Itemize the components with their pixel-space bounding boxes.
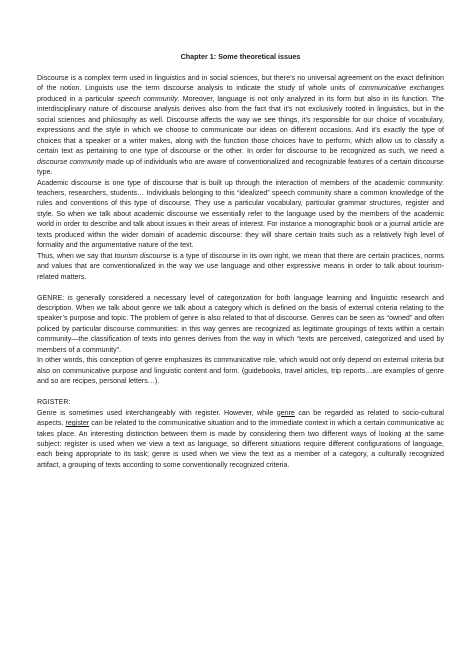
genre-paragraph-1: GENRE: is generally considered a necessary level of categorization for both language learning and linguistic research and description. When we talk about genre we talk about a category which is defined on the basis of external criteria relating to the speaker’s purpose and topic. The problem of genre is also related to that of discourse. Genres can be seen as “owned” and often policed by particular discourse communities: in this way genres are recognized as legitimate groupings of texts within a certain community—the classification of texts into genres derives from the way in which “texts are perceived, categorized and used by members of a community”. (37, 293, 444, 354)
chapter-title: Chapter 1: Some theoretical issues (180, 52, 301, 61)
italic-term: tourism discourse (114, 251, 171, 260)
register-paragraph (37, 408, 444, 471)
underlined-term: register (65, 419, 90, 428)
italic-term: discourse community (37, 157, 104, 166)
italic-term: speech community (117, 94, 178, 103)
register-heading: RGISTER: (37, 398, 71, 407)
text-run: can be related to the communicative situation and to the immediate context in which a certain communicative ac takes place. An interesting distinction between them is made by considering them two different ways of looking at the same subject: register is used when we view a text as language, so different situations require different configurations of language, each being appropriate to its task; genre is used when we view the text as a member of a category, a culturally recognized artifact, a grouping of texts according to some conventionally recognized criteria. (37, 419, 444, 469)
text-run: Genre is sometimes used interchangeably with register. However, while (37, 408, 277, 417)
discourse-paragraph-3 (37, 251, 444, 282)
discourse-paragraph-2: Academic discourse is one type of discourse that is built up through the interaction of members of the academic community: teachers, researchers, students… Individuals belonging to this “idealized” speech community share a common knowledge of the rules and conventions of this type of discourse. They use a particular vocabulary, particular grammar structures, register and style. So when we talk about academic discourse we essentially refer to the language used by the members of the academic world in order to describe and talk about issues in their areas of interest. For instance a monographic book or a journal article are texts produced within the wider domain of academic discourse: they will share certain traits such as a relatively high level of formality and the argumentative nature of the text. (37, 178, 444, 250)
italic-term: communicative exchanges (358, 84, 444, 93)
text-run: is a type of discourse in its own right, we mean that there are certain practices, norms and values that are conventionalized in the way we use language and other expressive means in order to talk about tourism-related matters. (37, 251, 444, 281)
text-run: . Moreover, language is not only analyzed in its form but also in its function. The interdisciplinary nature of discourse analysis derives also from the fact that it’s not exclusively rooted in linguistics, but in the social sciences and philosophy as well. Discourse affects the way we see things, it’s responsible for our choice of vocabulary, expressions and the style in which we choose to communicate our ideas on different occasions. And it’s exactly the type of choices that a speaker or a writer makes, along with the function those choices have to perform, which allow us to classify a certain text as pertaining to one type of discourse or the other. In order for discourse to be recognized as such, we need a (37, 94, 444, 156)
text-run: Discourse is a complex term used in linguistics and in social sciences, but there’s no universal agreement on the exact definition of the notion. Linguists use the term discourse analysis to indicate the study of whole units of (37, 74, 444, 93)
genre-paragraph-2: In other words, this conception of genre emphasizes its communicative role, which would not only depend on external criteria but also on communicative purpose and linguistic content and form. (guidebooks, travel articles, trip reports…are examples of genre and so are recipes, personal letters…). (37, 356, 444, 386)
text-run: produced in a particular (37, 94, 118, 103)
text-run: made up of individuals who are aware of conventionalized and recognizable features of a certain discourse type. (37, 157, 444, 177)
paragraph-gap (37, 387, 444, 398)
discourse-paragraph-1 (37, 73, 444, 178)
text-run: Thus, when we say that (37, 251, 115, 260)
underlined-term: genre (276, 408, 295, 417)
paragraph-gap (37, 282, 444, 293)
text-run: can be regarded as related to socio-cultural aspects, (37, 408, 444, 428)
